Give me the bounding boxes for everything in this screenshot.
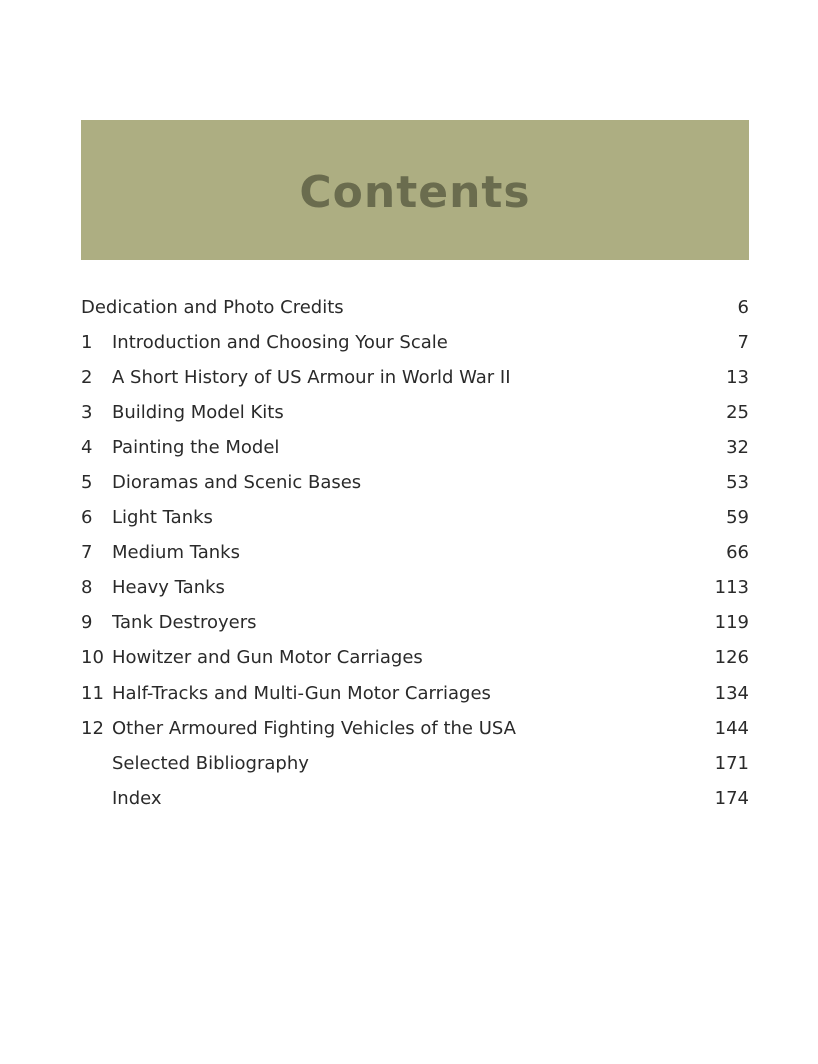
toc-entry-number: 11 — [81, 682, 104, 704]
toc-entry-page: 6 — [737, 296, 749, 318]
toc-entry-page: 66 — [726, 542, 749, 564]
toc-entry[interactable] — [81, 676, 749, 711]
toc-entry-number: 3 — [81, 401, 93, 423]
toc-entry-title: Light Tanks — [112, 509, 213, 528]
toc-entry[interactable] — [81, 536, 749, 571]
toc-entry[interactable] — [81, 781, 749, 816]
toc-entry-number: 1 — [81, 331, 93, 353]
toc-entry-title: Dedication and Photo Credits — [81, 298, 344, 317]
toc-entry-title: Other Armoured Fighting Vehicles of the USA — [112, 719, 516, 738]
toc-entry-title: Dioramas and Scenic Bases — [112, 474, 362, 493]
toc-entry[interactable] — [81, 501, 749, 536]
toc-entry-number: 12 — [81, 717, 104, 739]
toc-entry-page: 119 — [714, 612, 749, 634]
toc-entry-title: Medium Tanks — [112, 544, 240, 563]
toc-entry-title: Index — [112, 789, 162, 808]
contents-banner — [81, 120, 749, 260]
toc-entry[interactable] — [81, 746, 749, 781]
toc-entry[interactable] — [81, 325, 749, 360]
toc-entry-page: 53 — [726, 472, 749, 494]
toc-entry-number: 7 — [81, 542, 93, 564]
toc-entry-number: 5 — [81, 472, 93, 494]
toc-entry-title: Half-Tracks and Multi-Gun Motor Carriages — [112, 684, 491, 703]
toc-entry[interactable] — [81, 290, 749, 325]
toc-entry-number: 6 — [81, 507, 93, 529]
toc-entry[interactable] — [81, 430, 749, 465]
toc-entry-page: 13 — [726, 366, 749, 388]
toc-entry-page: 7 — [737, 331, 749, 353]
toc-entry[interactable] — [81, 395, 749, 430]
toc-entry-title: A Short History of US Armour in World War II — [112, 368, 511, 387]
toc-entry-title: Heavy Tanks — [112, 579, 225, 598]
toc-entry-page: 144 — [714, 717, 749, 739]
toc-entry-title: Introduction and Choosing Your Scale — [112, 333, 448, 352]
toc-entry-number: 4 — [81, 436, 93, 458]
toc-entry[interactable] — [81, 571, 749, 606]
toc-entry-page: 113 — [714, 577, 749, 599]
toc-entry-page: 134 — [714, 682, 749, 704]
toc-entry-number: 9 — [81, 612, 93, 634]
toc-entry-title: Tank Destroyers — [112, 614, 257, 633]
toc-entry-number: 2 — [81, 366, 93, 388]
toc-entry-title: Building Model Kits — [112, 403, 284, 422]
toc-entry[interactable] — [81, 606, 749, 641]
toc-entry[interactable] — [81, 465, 749, 500]
toc-entry-page: 32 — [726, 436, 749, 458]
toc-entry[interactable] — [81, 360, 749, 395]
toc-entry-page: 59 — [726, 507, 749, 529]
toc-entry-title: Painting the Model — [112, 438, 280, 457]
toc-entry-title: Howitzer and Gun Motor Carriages — [112, 649, 423, 668]
toc-entry-page: 171 — [714, 752, 749, 774]
toc-entry[interactable] — [81, 711, 749, 746]
toc-entry[interactable] — [81, 641, 749, 676]
toc-entry-number: 8 — [81, 577, 93, 599]
toc-entry-page: 174 — [714, 787, 749, 809]
toc-entry-page: 25 — [726, 401, 749, 423]
page-title: Contents — [299, 166, 531, 218]
table-of-contents — [81, 290, 749, 816]
toc-entry-page: 126 — [714, 647, 749, 669]
toc-entry-number: 10 — [81, 647, 104, 669]
toc-entry-title: Selected Bibliography — [112, 754, 309, 773]
